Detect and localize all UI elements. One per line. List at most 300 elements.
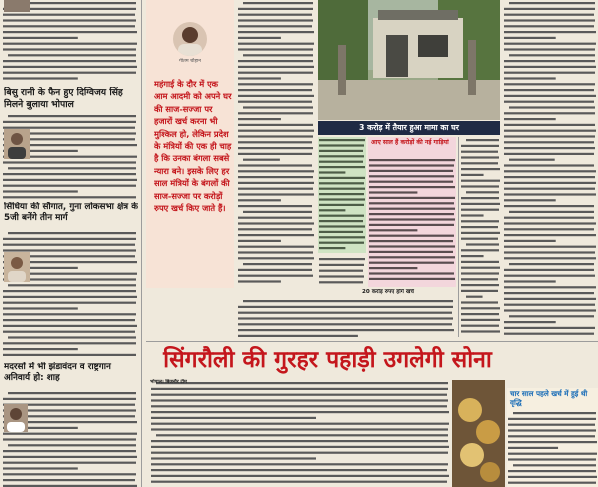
article-text: [237, 298, 455, 340]
text-line: [461, 185, 499, 187]
text-line: [504, 240, 556, 242]
left-column-border: [141, 0, 142, 487]
text-line: [369, 278, 455, 280]
text-line: [461, 180, 500, 182]
info-box-title: आए साल हैं करोड़ों की नई गाड़ियां: [371, 139, 449, 146]
sub-headline: 20 करोड़ रुपए होंगे खर्च: [362, 289, 414, 295]
text-line: [238, 147, 313, 149]
text-line: [319, 166, 365, 168]
text-line: [461, 197, 499, 199]
left-column: [2, 0, 144, 487]
dateline: भोपाल। बिजनौर टीम: [150, 380, 187, 385]
text-line: [319, 258, 365, 260]
text-line: [151, 440, 448, 442]
text-line: [238, 335, 358, 337]
text-line: [238, 89, 312, 91]
text-line: [238, 153, 312, 155]
text-line: [461, 278, 498, 280]
text-line: [466, 296, 483, 298]
text-line: [238, 43, 314, 45]
text-line: [319, 225, 365, 227]
text-line: [243, 106, 313, 108]
text-line: [238, 14, 312, 16]
text-line: [504, 135, 595, 137]
text-line: [319, 177, 365, 179]
text-line: [238, 66, 314, 68]
text-line: [504, 141, 594, 143]
text-line: [504, 333, 594, 335]
text-line: [3, 296, 137, 298]
text-line: [238, 323, 452, 325]
text-line: [238, 101, 312, 103]
text-line: [504, 269, 594, 271]
text-line: [509, 106, 595, 108]
text-line: [508, 458, 596, 460]
text-line: [238, 170, 314, 172]
text-line: [461, 156, 499, 158]
text-line: [504, 176, 595, 178]
text-line: [238, 124, 313, 126]
text-line: [504, 31, 596, 33]
text-line: [238, 77, 281, 79]
text-line: [8, 336, 136, 338]
person-photo: [4, 252, 30, 282]
text-line: [3, 185, 136, 187]
text-line: [461, 290, 498, 292]
text-line: [504, 43, 596, 45]
text-line: [369, 164, 454, 166]
text-line: [3, 467, 78, 469]
text-line: [509, 2, 595, 4]
text-line: [319, 155, 364, 157]
text-line: [238, 251, 313, 253]
text-line: [238, 83, 313, 85]
text-line: [3, 479, 135, 481]
text-line: [504, 19, 595, 21]
gold-image: [452, 380, 505, 487]
text-line: [238, 199, 281, 201]
text-line: [238, 280, 281, 282]
text-line: [3, 433, 137, 435]
text-line: [3, 348, 78, 350]
text-line: [504, 193, 596, 195]
text-line: [3, 196, 136, 198]
text-line: [319, 220, 363, 222]
text-line: [508, 476, 597, 478]
text-line: [369, 208, 455, 210]
text-lines: [2, 0, 138, 85]
text-line: [238, 275, 313, 277]
text-line: [504, 153, 594, 155]
text-line: [3, 66, 137, 68]
text-line: [3, 290, 136, 292]
text-line: [3, 450, 136, 452]
text-line: [466, 243, 499, 245]
text-line: [243, 54, 313, 56]
text-line: [461, 168, 500, 170]
main-headline: सिंगरौली की गुरहर पहाड़ी उगलेगी सोना: [163, 347, 492, 373]
text-line: [3, 14, 135, 16]
text-line: [156, 434, 448, 436]
text-line: [461, 238, 498, 240]
text-line: [504, 101, 594, 103]
text-line: [504, 89, 594, 91]
text-line: [504, 118, 556, 120]
text-line: [369, 229, 417, 231]
text-line: [319, 144, 364, 146]
article-text: [460, 137, 501, 337]
gold-photo: [452, 380, 505, 487]
text-line: [238, 205, 312, 207]
text-line: [508, 441, 597, 443]
text-line: [461, 319, 500, 321]
text-line: [504, 217, 594, 219]
text-line: [461, 174, 484, 176]
portrait-icon: [173, 22, 207, 56]
text-line: [238, 269, 312, 271]
text-line: [504, 188, 595, 190]
text-line: [369, 202, 454, 204]
text-line: [319, 215, 364, 217]
text-line: [369, 197, 455, 199]
text-line: [238, 222, 314, 224]
text-line: [461, 330, 500, 332]
text-line: [509, 263, 594, 265]
text-line: [504, 304, 595, 306]
text-line: [319, 270, 363, 272]
center-article-text: [237, 0, 315, 288]
text-line: [461, 209, 499, 211]
text-line: [3, 48, 136, 50]
text-line: [504, 72, 595, 74]
text-line: [319, 236, 365, 238]
text-line: [504, 292, 594, 294]
text-line: [461, 203, 500, 205]
article-text: [2, 0, 138, 85]
text-line: [3, 31, 137, 33]
text-line: [3, 302, 136, 304]
text-line: [3, 43, 137, 45]
person-icon: [4, 252, 30, 282]
text-line: [3, 342, 136, 344]
text-line: [461, 249, 499, 251]
text-line: [504, 14, 594, 16]
text-line: [369, 256, 455, 258]
text-line: [461, 214, 484, 216]
text-line: [504, 327, 595, 329]
text-line: [504, 309, 596, 311]
text-line: [238, 164, 312, 166]
right-article-text: [503, 0, 597, 340]
text-line: [238, 188, 313, 190]
side-box: [507, 388, 598, 487]
photo-caption-band: 3 करोड़ में तैयार हुआ मामा का घर: [318, 121, 500, 135]
text-line: [504, 275, 595, 277]
text-line: [369, 224, 454, 226]
info-box-pink: [368, 137, 456, 287]
text-line: [504, 170, 596, 172]
text-line: [461, 220, 499, 222]
text-line: [369, 267, 417, 269]
text-line: [243, 263, 312, 265]
text-line: [3, 121, 136, 123]
text-line: [151, 457, 316, 459]
text-line: [238, 25, 312, 27]
text-line: [243, 2, 313, 4]
text-line: [8, 54, 136, 56]
center-right-divider: [458, 137, 459, 337]
text-line: [504, 164, 594, 166]
text-line: [3, 244, 135, 246]
text-line: [3, 438, 136, 440]
text-line: [504, 124, 595, 126]
text-line: [238, 329, 454, 331]
text-line: [3, 60, 136, 62]
text-line: [508, 435, 595, 437]
quote-text: महंगाई के दौर में एक आम आदमी को अपने घर की साज-सज्जा पर हजारों खर्च करना भी मुश्किल हो, लेकिन प्रदेश के मंत्रियों की एक ही चाह है कि उनका बंगला सबसे न्यारा बने। इसके लिए हर साल मंत्रियों के बंगलों की साज-सज्जा पर करोड़ों रुपए खर्च किए जाते हैं।: [154, 79, 232, 214]
text-line: [238, 193, 314, 195]
text-line: [508, 424, 595, 426]
text-line: [461, 255, 484, 257]
text-line: [8, 232, 136, 234]
reporter-photo: [4, 0, 30, 12]
text-line: [509, 159, 555, 161]
text-line: [466, 191, 499, 193]
text-line: [238, 112, 313, 114]
text-line: [243, 300, 453, 302]
text-line: [508, 470, 596, 472]
text-line: [504, 83, 595, 85]
main-story-text: [150, 380, 450, 487]
text-line: [504, 60, 595, 62]
text-line: [238, 240, 281, 242]
text-line: [461, 267, 500, 269]
text-line: [3, 37, 78, 39]
text-line: [319, 150, 363, 152]
text-line: [504, 222, 596, 224]
text-line: [504, 66, 596, 68]
text-line: [508, 418, 596, 420]
text-line: [319, 247, 345, 249]
person-icon: [4, 404, 28, 432]
article-text: [318, 256, 366, 286]
text-line: [151, 394, 447, 396]
text-line: [504, 199, 556, 201]
text-line: [3, 190, 78, 192]
text-line: [151, 469, 447, 471]
text-line: [151, 405, 447, 407]
text-line: [238, 19, 313, 21]
text-line: [504, 25, 594, 27]
text-line: [238, 37, 281, 39]
text-line: [3, 462, 136, 464]
text-line: [509, 211, 594, 213]
text-line: [8, 115, 136, 117]
text-line: [238, 31, 314, 33]
text-line: [319, 182, 364, 184]
text-line: [3, 319, 135, 321]
text-line: [319, 188, 365, 190]
text-line: [319, 161, 363, 163]
text-line: [504, 257, 596, 259]
text-line: [151, 423, 449, 425]
text-line: [3, 19, 136, 21]
text-line: [508, 429, 596, 431]
text-line: [369, 191, 417, 193]
text-line: [151, 388, 448, 390]
text-line: [3, 173, 136, 175]
text-line: [3, 25, 135, 27]
text-line: [504, 95, 596, 97]
text-line: [3, 354, 136, 356]
person-photo: [4, 404, 28, 432]
text-line: [3, 161, 136, 163]
person-photo: [4, 129, 30, 159]
text-line: [508, 482, 596, 484]
info-box-green: [318, 137, 366, 253]
text-line: [3, 77, 78, 79]
text-line: [319, 193, 364, 195]
text-line: [319, 242, 364, 244]
text-line: [319, 204, 364, 206]
text-line: [504, 298, 596, 300]
text-line: [504, 8, 595, 10]
text-line: [238, 312, 452, 314]
article-text: [2, 230, 138, 360]
text-line: [504, 48, 595, 50]
text-line: [461, 272, 499, 274]
text-line: [461, 232, 500, 234]
text-line: [238, 257, 314, 259]
text-line: [3, 398, 136, 400]
text-line: [504, 234, 596, 236]
text-line: [238, 317, 453, 319]
text-line: [504, 182, 596, 184]
text-line: [509, 315, 594, 317]
text-line: [369, 235, 454, 237]
text-line: [461, 284, 499, 286]
text-line: [151, 411, 449, 413]
text-line: [504, 280, 556, 282]
person-icon: [4, 129, 30, 159]
text-line: [319, 231, 363, 233]
text-line: [3, 325, 137, 327]
text-line: [238, 135, 313, 137]
text-line: [238, 234, 314, 236]
text-line: [369, 245, 455, 247]
side-box-headline: चार साल पहले खर्च में हुई थी वृद्धि: [510, 389, 588, 407]
text-line: [461, 325, 499, 327]
text-line: [369, 213, 454, 215]
text-line: [319, 209, 345, 211]
portrait-caption: गीतम चौहान: [179, 59, 201, 64]
text-line: [151, 428, 448, 430]
headline-story1: बिसु रानी के फैन हुए दिग्विजय सिंह मिलने बुलाया भोपाल: [4, 87, 123, 110]
text-line: [369, 175, 454, 177]
text-line: [369, 218, 455, 220]
text-line: [461, 145, 499, 147]
text-line: [319, 171, 345, 173]
text-line: [238, 8, 313, 10]
text-line: [151, 399, 448, 401]
text-line: [238, 48, 313, 50]
text-line: [151, 463, 448, 465]
text-line: [504, 37, 556, 39]
text-line: [151, 417, 316, 419]
text-line: [3, 331, 135, 333]
text-line: [3, 473, 136, 475]
text-line: [509, 54, 595, 56]
text-line: [461, 162, 498, 164]
text-line: [3, 307, 78, 309]
text-line: [504, 251, 595, 253]
text-line: [504, 228, 594, 230]
text-line: [369, 181, 453, 183]
text-line: [8, 392, 136, 394]
text-line: [504, 130, 596, 132]
text-line: [319, 264, 364, 266]
text-line: [461, 301, 498, 303]
text-line: [508, 453, 597, 455]
text-line: [8, 444, 136, 446]
text-line: [3, 456, 137, 458]
text-line: [238, 130, 314, 132]
text-line: [243, 211, 312, 213]
text-line: [319, 281, 363, 283]
text-line: [369, 186, 455, 188]
text-line: [151, 446, 449, 448]
text-line: [151, 452, 448, 454]
main-story-top-rule: [146, 341, 598, 342]
quote-box: [146, 0, 234, 288]
headline-story2: सिंधिया की सौगात, गुना लोकसभा क्षेत्र के 5जी बनेंगे तीन मार्ग: [4, 202, 138, 223]
text-line: [504, 77, 556, 79]
text-line: [8, 284, 136, 286]
text-line: [513, 464, 596, 466]
text-line: [238, 72, 313, 74]
text-line: [151, 475, 449, 477]
text-line: [238, 118, 281, 120]
text-line: [504, 246, 596, 248]
text-line: [3, 238, 136, 240]
text-line: [504, 286, 596, 288]
text-line: [243, 159, 280, 161]
text-line: [238, 176, 313, 178]
text-line: [238, 306, 453, 308]
text-line: [238, 141, 312, 143]
house-photo: [318, 0, 500, 120]
text-line: [319, 198, 365, 200]
text-line: [369, 251, 453, 253]
text-line: [513, 412, 596, 414]
text-line: [369, 240, 453, 242]
text-line: [369, 159, 455, 161]
house-image: [318, 0, 500, 120]
text-line: [238, 246, 314, 248]
text-line: [504, 321, 556, 323]
text-line: [508, 447, 558, 449]
text-line: [369, 170, 453, 172]
text-line: [461, 261, 499, 263]
text-line: [461, 307, 500, 309]
text-line: [504, 112, 595, 114]
text-line: [8, 167, 136, 169]
text-line: [461, 151, 498, 153]
text-line: [369, 272, 454, 274]
text-line: [238, 217, 312, 219]
headline-story3: मदरसों में भी झंडावंदन व राष्ट्रगान अनिवार्य हो: शाह: [4, 362, 111, 383]
text-line: [319, 275, 364, 277]
